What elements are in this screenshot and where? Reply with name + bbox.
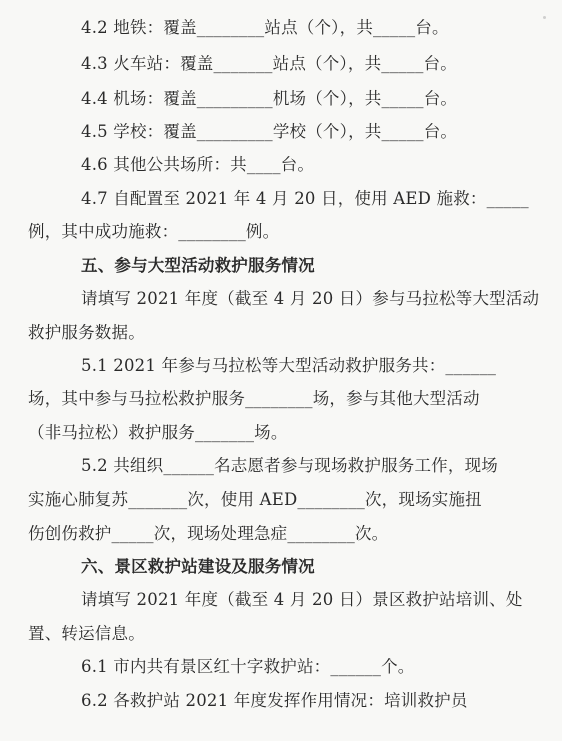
text-line-5-1: 5.1 2021 年参与马拉松等大型活动救护服务共：______ — [81, 356, 497, 375]
text-line-6-2: 6.2 各救护站 2021 年度发挥作用情况：培训救护员 — [81, 691, 468, 710]
section-heading-5: 五、参与大型活动救护服务情况 — [81, 256, 315, 275]
text-line-5-2-cont2: 伤创伤救护_____次，现场处理急症________次。 — [28, 524, 389, 543]
text-line-6-1: 6.1 市内共有景区红十字救护站：______个。 — [81, 657, 415, 676]
scan-mark — [543, 16, 546, 19]
section-heading-6: 六、景区救护站建设及服务情况 — [81, 557, 315, 576]
text-line-4-5: 4.5 学校：覆盖_________学校（个），共_____台。 — [81, 122, 458, 141]
text-line-4-3: 4.3 火车站：覆盖_______站点（个），共_____台。 — [81, 54, 457, 73]
text-line-4-6: 4.6 其他公共场所：共____台。 — [81, 155, 315, 174]
text-line-5-2-cont: 实施心肺复苏_______次，使用 AED________次，现场实施扭 — [28, 490, 482, 509]
text-line-6-intro: 请填写 2021 年度（截至 4 月 20 日）景区救护站培训、处 — [81, 590, 523, 609]
text-line-5-2: 5.2 共组织______名志愿者参与现场救护服务工作，现场 — [81, 456, 498, 475]
text-line-4-4: 4.4 机场：覆盖_________机场（个），共_____台。 — [81, 89, 458, 108]
text-line-4-7-cont: 例，其中成功施救：________例。 — [28, 222, 280, 241]
text-line-6-intro-cont: 置、转运信息。 — [28, 624, 145, 643]
text-line-5-1-cont: 场，其中参与马拉松救护服务________场，参与其他大型活动 — [28, 389, 480, 408]
text-line-4-2: 4.2 地铁：覆盖________站点（个），共_____台。 — [81, 18, 449, 37]
text-line-5-1-cont2: （非马拉松）救护服务_______场。 — [28, 423, 288, 442]
text-line-5-intro: 请填写 2021 年度（截至 4 月 20 日）参与马拉松等大型活动 — [81, 289, 540, 308]
text-line-4-7: 4.7 自配置至 2021 年 4 月 20 日，使用 AED 施救：_____ — [81, 189, 529, 208]
text-line-5-intro-cont: 救护服务数据。 — [28, 323, 145, 342]
